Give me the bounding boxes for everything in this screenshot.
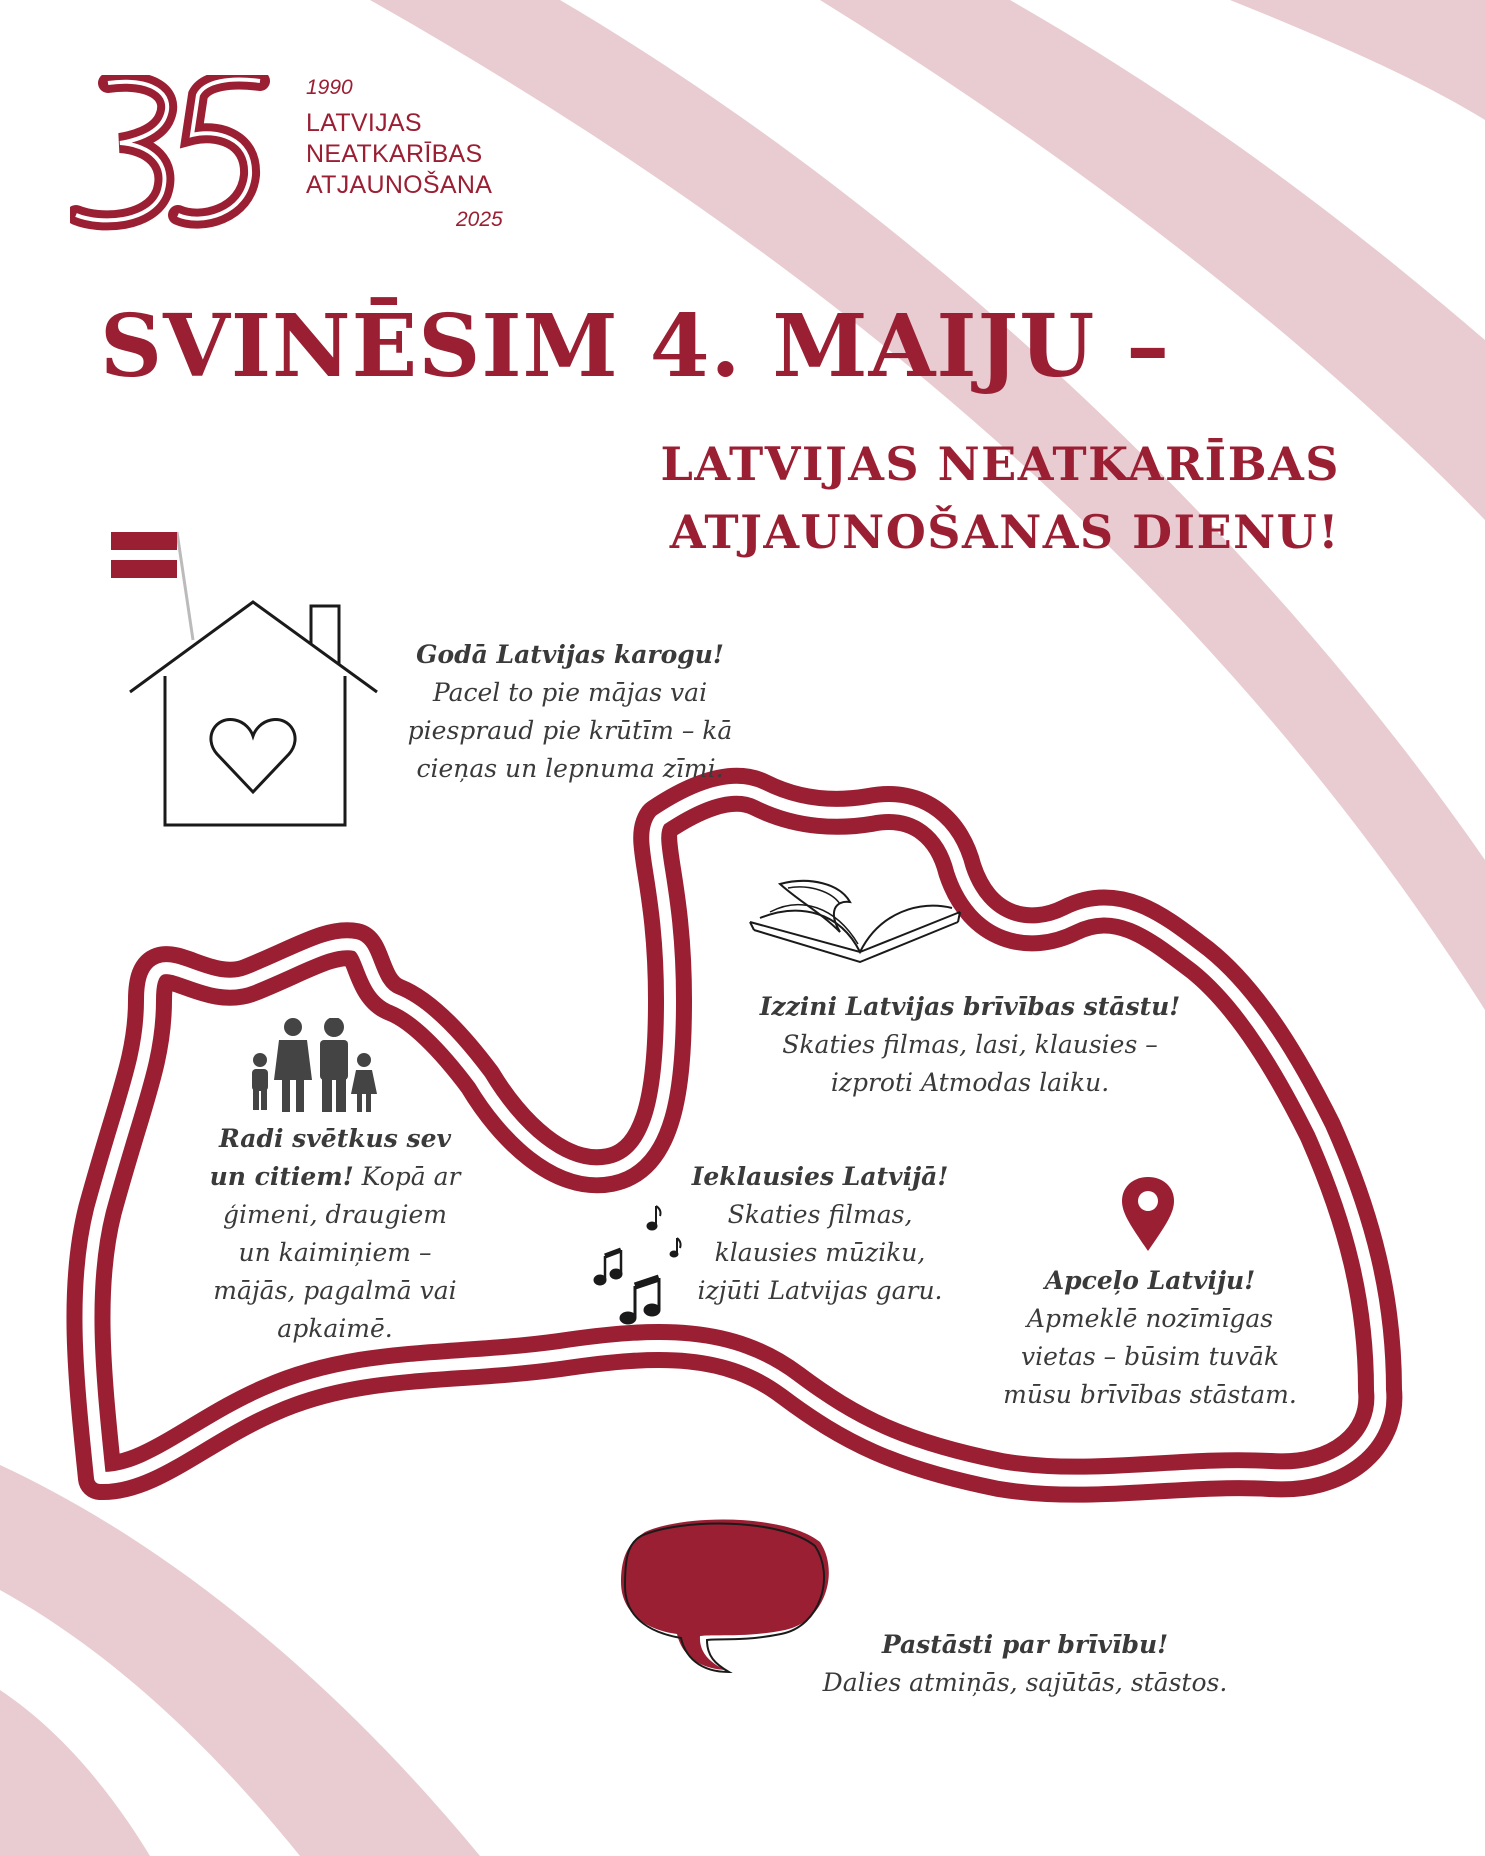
subtitle-line-2: ATJAUNOŠANAS DIENU! <box>669 505 1340 559</box>
item-celebrate-line-5: apkaimē. <box>277 1314 393 1343</box>
item-flag-line-1: Pacel to pie mājas vai <box>432 678 708 707</box>
item-listen-heading: Ieklausies Latvijā! <box>691 1162 949 1191</box>
item-tell <box>790 1626 1260 1702</box>
item-flag-heading: Godā Latvijas karogu! <box>416 640 724 669</box>
logo-line-2: NEATKARĪBAS <box>306 140 483 168</box>
item-celebrate-line-2: ģimeni, draugiem <box>223 1200 447 1229</box>
item-story-line-2: izproti Atmodas laiku. <box>830 1068 1110 1097</box>
item-story <box>730 988 1210 1102</box>
logo-line-1: LATVIJAS <box>306 109 422 137</box>
item-story-heading: Izzini Latvijas brīvības stāstu! <box>759 992 1181 1021</box>
item-travel-line-2: vietas – būsim tuvāk <box>1021 1342 1279 1371</box>
logo-year-start: 1990 <box>306 76 353 99</box>
item-travel <box>975 1262 1325 1414</box>
item-tell-heading: Pastāsti par brīvību! <box>881 1630 1169 1659</box>
main-title: SVINĒSIM 4. MAIJU – <box>100 296 1171 397</box>
family-icon <box>246 1018 381 1113</box>
logo-year-end: 2025 <box>456 208 503 231</box>
item-tell-line-1: Dalies atmiņās, sajūtās, stāstos. <box>822 1668 1228 1697</box>
item-travel-line-1: Apmeklē nozīmīgas <box>1026 1304 1274 1333</box>
logo-line-3: ATJAUNOŠANA <box>306 171 493 199</box>
item-celebrate-heading: Radi svētkus sev <box>218 1124 452 1153</box>
subtitle-line-1: LATVIJAS NEATKARĪBAS <box>660 437 1340 491</box>
item-flag-line-2: piespraud pie krūtīm – kā <box>407 716 733 745</box>
item-listen-line-3: izjūti Latvijas garu. <box>697 1276 943 1305</box>
item-travel-line-3: mūsu brīvības stāstam. <box>1003 1380 1297 1409</box>
item-listen <box>660 1158 980 1310</box>
item-flag-line-3: cieņas un lepnuma zīmi. <box>416 754 724 783</box>
item-story-line-1: Skaties filmas, lasi, klausies – <box>782 1030 1158 1059</box>
item-flag <box>395 636 745 788</box>
item-celebrate-line-1: un citiem! Kopā ar <box>209 1162 461 1191</box>
item-listen-line-2: klausies mūziku, <box>714 1238 926 1267</box>
location-pin-icon <box>1120 1175 1176 1253</box>
item-celebrate-line-4: mājās, pagalmā vai <box>213 1276 457 1305</box>
item-listen-line-1: Skaties filmas, <box>727 1200 913 1229</box>
item-celebrate-line-3: un kaimiņiem – <box>238 1238 432 1267</box>
item-travel-heading: Apceļo Latviju! <box>1044 1266 1256 1295</box>
open-book-icon <box>740 872 970 972</box>
item-celebrate <box>185 1120 485 1348</box>
